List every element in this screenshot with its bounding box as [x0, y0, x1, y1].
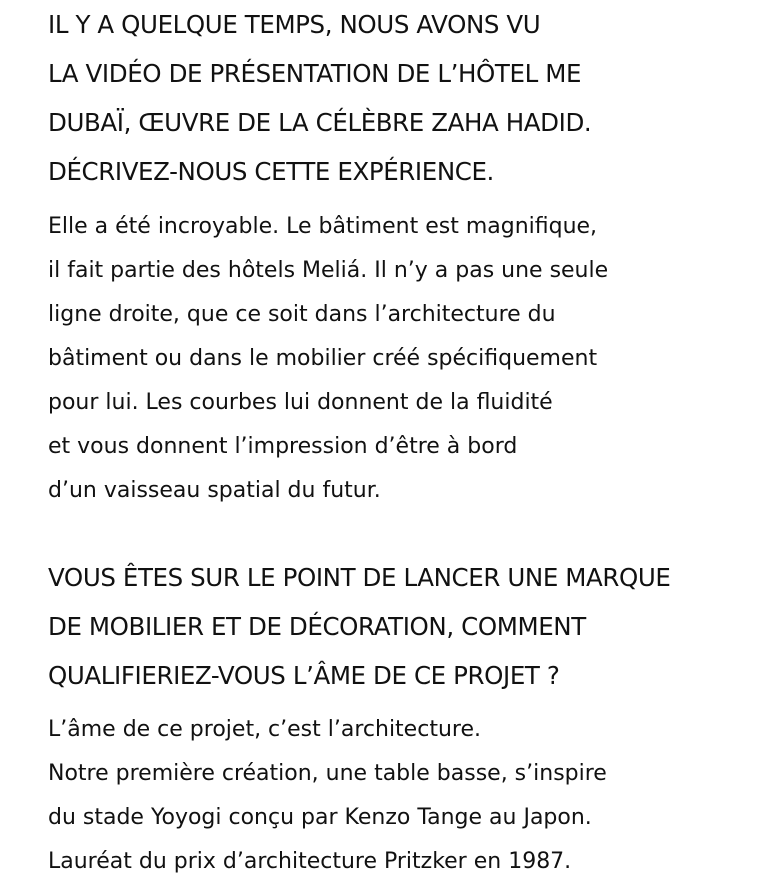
answer-2-line: Notre première création, une table basse, s’inspire	[48, 761, 607, 786]
question-2-line: DE MOBILIER ET DE DÉCORATION, COMMENT	[48, 612, 586, 641]
answer-1-line: ligne droite, que ce soit dans l’architecture du	[48, 302, 556, 327]
question-1	[48, 0, 591, 196]
question-1-line: DUBAÏ, ŒUVRE DE LA CÉLÈBRE ZAHA HADID.	[48, 108, 592, 137]
question-1-line: LA VIDÉO DE PRÉSENTATION DE L’HÔTEL ME	[48, 59, 582, 88]
answer-2	[48, 708, 607, 884]
answer-1-line: pour lui. Les courbes lui donnent de la fluidité	[48, 390, 553, 415]
answer-2-line: L’âme de ce projet, c’est l’architecture.	[48, 717, 481, 742]
answer-1-line: bâtiment ou dans le mobilier créé spécifiquement	[48, 346, 598, 371]
answer-1-line: il fait partie des hôtels Meliá. Il n’y a pas une seule	[48, 258, 609, 283]
question-2-line: QUALIFIERIEZ-VOUS L’ÂME DE CE PROJET ?	[48, 661, 560, 690]
question-2-line: VOUS ÊTES SUR LE POINT DE LANCER UNE MARQUE	[48, 563, 671, 592]
answer-2-line: du stade Yoyogi conçu par Kenzo Tange au Japon.	[48, 805, 592, 830]
question-2	[48, 553, 671, 700]
answer-1-line: et vous donnent l’impression d’être à bord	[48, 434, 518, 459]
answer-1-line: Elle a été incroyable. Le bâtiment est magnifique,	[48, 214, 598, 239]
answer-1-line: d’un vaisseau spatial du futur.	[48, 478, 381, 503]
answer-2-line: Lauréat du prix d’architecture Pritzker en 1987.	[48, 849, 572, 874]
question-1-line: DÉCRIVEZ-NOUS CETTE EXPÉRIENCE.	[48, 157, 494, 186]
question-1-line: IL Y A QUELQUE TEMPS, NOUS AVONS VU	[48, 10, 541, 39]
answer-1	[48, 205, 608, 513]
